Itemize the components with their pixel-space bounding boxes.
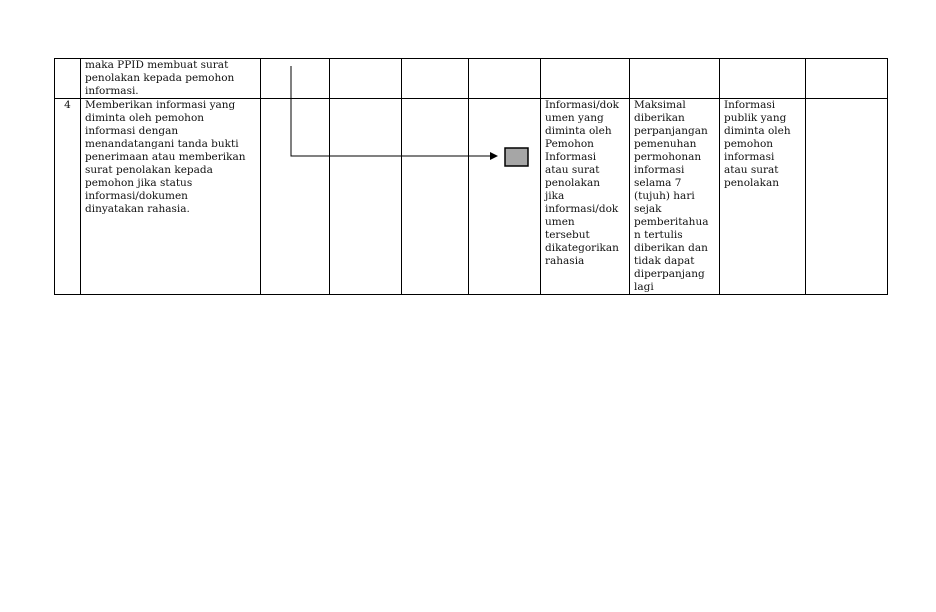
executor-cell-1	[261, 59, 330, 99]
sop-table	[54, 58, 888, 295]
requirement-cell	[541, 59, 630, 99]
activity-cell: maka PPID membuat surat penolakan kepada pemohon informasi.	[81, 59, 261, 99]
executor-cell-4	[469, 59, 541, 99]
executor-cell-1	[261, 99, 330, 295]
table-row	[55, 99, 888, 295]
time-cell	[630, 59, 720, 99]
remark-cell	[806, 59, 888, 99]
executor-cell-2	[330, 99, 402, 295]
row-number	[55, 59, 81, 99]
output-cell: Informasi publik yang diminta oleh pemohon informasi atau surat penolakan	[720, 99, 806, 295]
requirement-cell: Informasi/dok umen yang diminta oleh Pemohon Informasi atau surat penolakan jika informasi/dok umen tersebut dikategorikan rahasia	[541, 99, 630, 295]
time-cell: Maksimal diberikan perpanjangan pemenuhan permohonan informasi selama 7 (tujuh) hari sejak pemberitahua n tertulis diberikan dan tidak dapat diperpanjang lagi	[630, 99, 720, 295]
table-row	[55, 59, 888, 99]
executor-cell-2	[330, 59, 402, 99]
executor-cell-3	[402, 99, 469, 295]
remark-cell	[806, 99, 888, 295]
output-cell	[720, 59, 806, 99]
executor-cell-3	[402, 59, 469, 99]
executor-cell-4	[469, 99, 541, 295]
activity-cell: Memberikan informasi yang diminta oleh pemohon informasi dengan menandatangani tanda bukti penerimaan atau memberikan surat penolakan kepada pemohon jika status informasi/dokumen dinyatakan rahasia.	[81, 99, 261, 295]
row-number: 4	[55, 99, 81, 295]
